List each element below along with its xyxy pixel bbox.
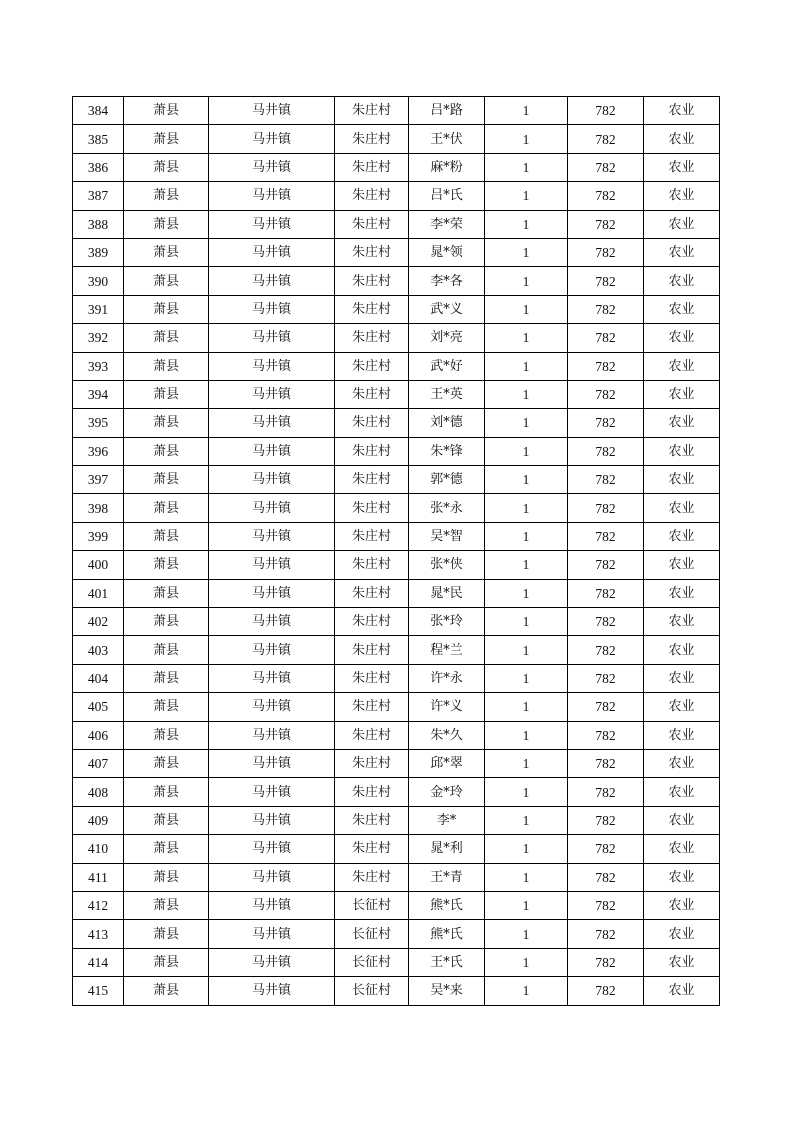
cell-county: 萧县 [124,551,209,579]
cell-county: 萧县 [124,409,209,437]
cell-category: 农业 [644,352,720,380]
table-row [73,466,720,494]
cell-person-name: 邱*翠 [409,749,485,777]
cell-person-name: 张*玲 [409,608,485,636]
cell-serial-number: 392 [73,324,124,352]
cell-amount: 782 [568,835,644,863]
cell-amount: 782 [568,693,644,721]
cell-amount: 782 [568,380,644,408]
table-row [73,920,720,948]
cell-serial-number: 397 [73,466,124,494]
cell-person-name: 李*各 [409,267,485,295]
cell-count: 1 [485,210,568,238]
cell-village: 长征村 [335,891,409,919]
table-body [73,97,720,1006]
cell-town: 马井镇 [209,551,335,579]
cell-town: 马井镇 [209,977,335,1005]
cell-county: 萧县 [124,352,209,380]
cell-amount: 782 [568,522,644,550]
cell-serial-number: 386 [73,153,124,181]
cell-village: 朱庄村 [335,551,409,579]
cell-town: 马井镇 [209,380,335,408]
cell-village: 朱庄村 [335,806,409,834]
cell-person-name: 朱*锋 [409,437,485,465]
cell-person-name: 程*兰 [409,636,485,664]
cell-village: 长征村 [335,920,409,948]
cell-town: 马井镇 [209,409,335,437]
cell-serial-number: 389 [73,238,124,266]
table-row [73,494,720,522]
cell-county: 萧县 [124,920,209,948]
cell-village: 朱庄村 [335,352,409,380]
cell-amount: 782 [568,920,644,948]
cell-town: 马井镇 [209,494,335,522]
cell-village: 朱庄村 [335,182,409,210]
cell-town: 马井镇 [209,267,335,295]
cell-count: 1 [485,295,568,323]
cell-amount: 782 [568,977,644,1005]
cell-village: 朱庄村 [335,608,409,636]
cell-count: 1 [485,920,568,948]
cell-serial-number: 415 [73,977,124,1005]
cell-serial-number: 405 [73,693,124,721]
cell-person-name: 吕*氏 [409,182,485,210]
cell-serial-number: 393 [73,352,124,380]
table-row [73,125,720,153]
cell-county: 萧县 [124,238,209,266]
cell-category: 农业 [644,749,720,777]
cell-count: 1 [485,267,568,295]
cell-village: 朱庄村 [335,324,409,352]
cell-amount: 782 [568,891,644,919]
cell-village: 朱庄村 [335,636,409,664]
table-row [73,835,720,863]
cell-person-name: 刘*亮 [409,324,485,352]
table-row [73,97,720,125]
cell-village: 朱庄村 [335,693,409,721]
cell-person-name: 郭*德 [409,466,485,494]
cell-category: 农业 [644,437,720,465]
cell-category: 农业 [644,579,720,607]
cell-person-name: 熊*氏 [409,891,485,919]
cell-serial-number: 404 [73,664,124,692]
cell-county: 萧县 [124,579,209,607]
cell-town: 马井镇 [209,608,335,636]
cell-person-name: 熊*氏 [409,920,485,948]
cell-serial-number: 409 [73,806,124,834]
cell-category: 农业 [644,636,720,664]
cell-count: 1 [485,636,568,664]
table-row [73,636,720,664]
cell-amount: 782 [568,551,644,579]
cell-town: 马井镇 [209,125,335,153]
cell-amount: 782 [568,352,644,380]
cell-county: 萧县 [124,324,209,352]
cell-serial-number: 394 [73,380,124,408]
cell-village: 朱庄村 [335,153,409,181]
table-row [73,721,720,749]
cell-village: 朱庄村 [335,210,409,238]
cell-county: 萧县 [124,210,209,238]
cell-town: 马井镇 [209,920,335,948]
cell-village: 长征村 [335,948,409,976]
cell-town: 马井镇 [209,579,335,607]
cell-serial-number: 410 [73,835,124,863]
table-row [73,608,720,636]
cell-count: 1 [485,238,568,266]
cell-serial-number: 400 [73,551,124,579]
table-row [73,664,720,692]
cell-category: 农业 [644,551,720,579]
cell-count: 1 [485,494,568,522]
table-row [73,778,720,806]
cell-town: 马井镇 [209,466,335,494]
cell-town: 马井镇 [209,437,335,465]
table-row [73,551,720,579]
cell-category: 农业 [644,153,720,181]
cell-amount: 782 [568,267,644,295]
table-row [73,863,720,891]
cell-count: 1 [485,693,568,721]
cell-person-name: 麻*粉 [409,153,485,181]
cell-town: 马井镇 [209,664,335,692]
cell-category: 农业 [644,891,720,919]
cell-county: 萧县 [124,863,209,891]
cell-person-name: 许*永 [409,664,485,692]
cell-village: 朱庄村 [335,409,409,437]
cell-count: 1 [485,551,568,579]
cell-count: 1 [485,948,568,976]
cell-town: 马井镇 [209,806,335,834]
cell-count: 1 [485,125,568,153]
cell-serial-number: 385 [73,125,124,153]
table-row [73,522,720,550]
cell-count: 1 [485,778,568,806]
table-row [73,977,720,1005]
cell-amount: 782 [568,182,644,210]
cell-county: 萧县 [124,125,209,153]
cell-county: 萧县 [124,466,209,494]
table-row [73,806,720,834]
cell-county: 萧县 [124,97,209,125]
cell-serial-number: 396 [73,437,124,465]
cell-count: 1 [485,863,568,891]
cell-person-name: 刘*德 [409,409,485,437]
cell-village: 朱庄村 [335,97,409,125]
cell-amount: 782 [568,948,644,976]
cell-person-name: 李*荣 [409,210,485,238]
cell-village: 朱庄村 [335,664,409,692]
cell-count: 1 [485,608,568,636]
cell-county: 萧县 [124,494,209,522]
cell-town: 马井镇 [209,863,335,891]
cell-amount: 782 [568,579,644,607]
cell-person-name: 武*好 [409,352,485,380]
cell-amount: 782 [568,608,644,636]
cell-village: 朱庄村 [335,295,409,323]
table-row [73,267,720,295]
cell-person-name: 晁*利 [409,835,485,863]
cell-town: 马井镇 [209,636,335,664]
cell-village: 朱庄村 [335,466,409,494]
cell-town: 马井镇 [209,352,335,380]
cell-town: 马井镇 [209,749,335,777]
cell-serial-number: 412 [73,891,124,919]
cell-count: 1 [485,977,568,1005]
cell-village: 朱庄村 [335,380,409,408]
cell-count: 1 [485,721,568,749]
cell-serial-number: 402 [73,608,124,636]
cell-category: 农业 [644,466,720,494]
table-row [73,891,720,919]
cell-category: 农业 [644,97,720,125]
cell-village: 朱庄村 [335,863,409,891]
cell-serial-number: 387 [73,182,124,210]
cell-person-name: 王*氏 [409,948,485,976]
cell-category: 农业 [644,267,720,295]
cell-amount: 782 [568,153,644,181]
table-row [73,238,720,266]
cell-serial-number: 413 [73,920,124,948]
cell-category: 农业 [644,664,720,692]
cell-county: 萧县 [124,835,209,863]
cell-county: 萧县 [124,182,209,210]
cell-town: 马井镇 [209,182,335,210]
cell-person-name: 王*青 [409,863,485,891]
cell-category: 农业 [644,835,720,863]
cell-person-name: 吴*智 [409,522,485,550]
cell-county: 萧县 [124,267,209,295]
cell-person-name: 李* [409,806,485,834]
cell-town: 马井镇 [209,948,335,976]
cell-person-name: 王*英 [409,380,485,408]
table-row [73,948,720,976]
cell-person-name: 吴*来 [409,977,485,1005]
table-row [73,380,720,408]
cell-count: 1 [485,97,568,125]
cell-category: 农业 [644,380,720,408]
cell-person-name: 朱*久 [409,721,485,749]
cell-town: 马井镇 [209,693,335,721]
cell-town: 马井镇 [209,295,335,323]
cell-category: 农业 [644,608,720,636]
cell-amount: 782 [568,295,644,323]
cell-category: 农业 [644,721,720,749]
cell-category: 农业 [644,522,720,550]
cell-village: 朱庄村 [335,267,409,295]
cell-amount: 782 [568,324,644,352]
cell-village: 朱庄村 [335,494,409,522]
cell-category: 农业 [644,920,720,948]
cell-serial-number: 408 [73,778,124,806]
table-row [73,693,720,721]
cell-county: 萧县 [124,608,209,636]
cell-serial-number: 399 [73,522,124,550]
cell-county: 萧县 [124,664,209,692]
cell-serial-number: 384 [73,97,124,125]
cell-town: 马井镇 [209,324,335,352]
cell-village: 朱庄村 [335,749,409,777]
cell-town: 马井镇 [209,522,335,550]
cell-category: 农业 [644,806,720,834]
table-row [73,324,720,352]
cell-count: 1 [485,182,568,210]
cell-serial-number: 406 [73,721,124,749]
cell-county: 萧县 [124,891,209,919]
cell-amount: 782 [568,238,644,266]
cell-village: 长征村 [335,977,409,1005]
cell-person-name: 张*永 [409,494,485,522]
cell-count: 1 [485,664,568,692]
cell-county: 萧县 [124,636,209,664]
cell-serial-number: 398 [73,494,124,522]
beneficiary-table [72,96,720,1006]
cell-category: 农业 [644,125,720,153]
cell-amount: 782 [568,778,644,806]
cell-amount: 782 [568,721,644,749]
cell-serial-number: 395 [73,409,124,437]
cell-count: 1 [485,380,568,408]
cell-category: 农业 [644,494,720,522]
cell-person-name: 晁*领 [409,238,485,266]
cell-amount: 782 [568,125,644,153]
cell-count: 1 [485,153,568,181]
cell-serial-number: 403 [73,636,124,664]
cell-county: 萧县 [124,693,209,721]
cell-town: 马井镇 [209,238,335,266]
table-row [73,295,720,323]
cell-person-name: 许*义 [409,693,485,721]
cell-category: 农业 [644,948,720,976]
cell-category: 农业 [644,324,720,352]
cell-county: 萧县 [124,153,209,181]
cell-count: 1 [485,579,568,607]
cell-amount: 782 [568,494,644,522]
cell-serial-number: 414 [73,948,124,976]
cell-category: 农业 [644,210,720,238]
cell-amount: 782 [568,664,644,692]
cell-amount: 782 [568,863,644,891]
cell-serial-number: 388 [73,210,124,238]
cell-village: 朱庄村 [335,437,409,465]
cell-count: 1 [485,324,568,352]
cell-count: 1 [485,749,568,777]
cell-amount: 782 [568,437,644,465]
cell-amount: 782 [568,466,644,494]
table-row [73,749,720,777]
cell-village: 朱庄村 [335,778,409,806]
cell-town: 马井镇 [209,891,335,919]
table-row [73,409,720,437]
cell-village: 朱庄村 [335,522,409,550]
table-row [73,210,720,238]
cell-person-name: 武*义 [409,295,485,323]
cell-serial-number: 407 [73,749,124,777]
cell-count: 1 [485,891,568,919]
cell-count: 1 [485,835,568,863]
cell-count: 1 [485,806,568,834]
cell-town: 马井镇 [209,210,335,238]
cell-county: 萧县 [124,437,209,465]
cell-person-name: 金*玲 [409,778,485,806]
cell-amount: 782 [568,749,644,777]
cell-category: 农业 [644,977,720,1005]
cell-county: 萧县 [124,749,209,777]
cell-person-name: 王*伏 [409,125,485,153]
cell-village: 朱庄村 [335,835,409,863]
cell-serial-number: 401 [73,579,124,607]
cell-count: 1 [485,466,568,494]
cell-town: 马井镇 [209,97,335,125]
table-row [73,352,720,380]
cell-count: 1 [485,409,568,437]
cell-category: 农业 [644,863,720,891]
cell-category: 农业 [644,409,720,437]
cell-serial-number: 390 [73,267,124,295]
cell-category: 农业 [644,778,720,806]
cell-town: 马井镇 [209,778,335,806]
table-row [73,437,720,465]
cell-category: 农业 [644,295,720,323]
cell-county: 萧县 [124,977,209,1005]
cell-person-name: 晁*民 [409,579,485,607]
cell-county: 萧县 [124,778,209,806]
cell-count: 1 [485,437,568,465]
cell-town: 马井镇 [209,721,335,749]
cell-village: 朱庄村 [335,579,409,607]
cell-county: 萧县 [124,295,209,323]
cell-county: 萧县 [124,806,209,834]
cell-count: 1 [485,522,568,550]
cell-amount: 782 [568,97,644,125]
cell-county: 萧县 [124,721,209,749]
cell-person-name: 吕*路 [409,97,485,125]
cell-count: 1 [485,352,568,380]
cell-serial-number: 411 [73,863,124,891]
cell-county: 萧县 [124,522,209,550]
cell-amount: 782 [568,409,644,437]
cell-town: 马井镇 [209,835,335,863]
cell-county: 萧县 [124,948,209,976]
cell-serial-number: 391 [73,295,124,323]
cell-category: 农业 [644,693,720,721]
cell-amount: 782 [568,806,644,834]
cell-amount: 782 [568,210,644,238]
cell-village: 朱庄村 [335,125,409,153]
cell-category: 农业 [644,238,720,266]
table-row [73,579,720,607]
cell-amount: 782 [568,636,644,664]
cell-category: 农业 [644,182,720,210]
table-row [73,182,720,210]
cell-person-name: 张*侠 [409,551,485,579]
cell-town: 马井镇 [209,153,335,181]
cell-county: 萧县 [124,380,209,408]
cell-village: 朱庄村 [335,238,409,266]
table-row [73,153,720,181]
cell-village: 朱庄村 [335,721,409,749]
